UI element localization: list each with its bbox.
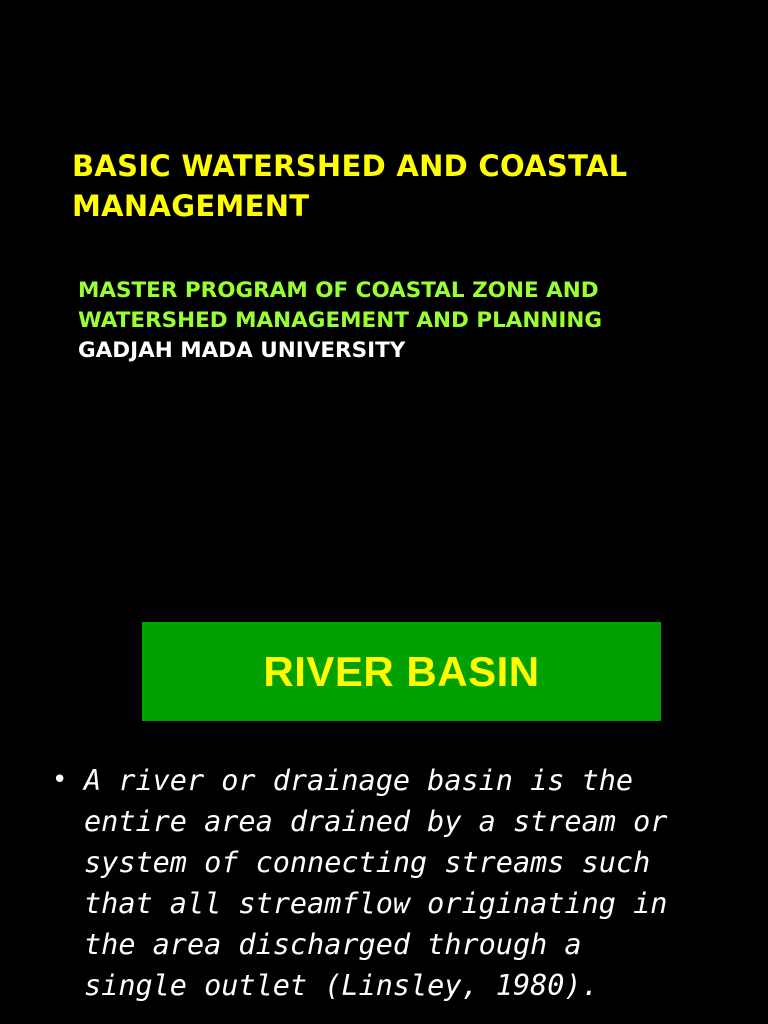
university-name: GADJAH MADA UNIVERSITY: [78, 338, 406, 363]
slide-title: BASIC WATERSHED AND COASTAL MANAGEMENT: [72, 149, 628, 223]
bullet-icon: •: [52, 765, 68, 795]
bullet-text: A river or drainage basin is the entire area drained by a stream or system of connecting streams such that all streamflow originating in the area discharged through a single outlet (Linsley, 1980).: [84, 764, 668, 1002]
program-name: MASTER PROGRAM OF COASTAL ZONE AND WATERSHED MANAGEMENT AND PLANNING: [78, 278, 603, 333]
banner-label: RIVER BASIN: [263, 647, 540, 695]
bullet-item: [52, 760, 752, 1006]
section-banner: [142, 622, 661, 721]
subtitle-block: [78, 276, 738, 366]
